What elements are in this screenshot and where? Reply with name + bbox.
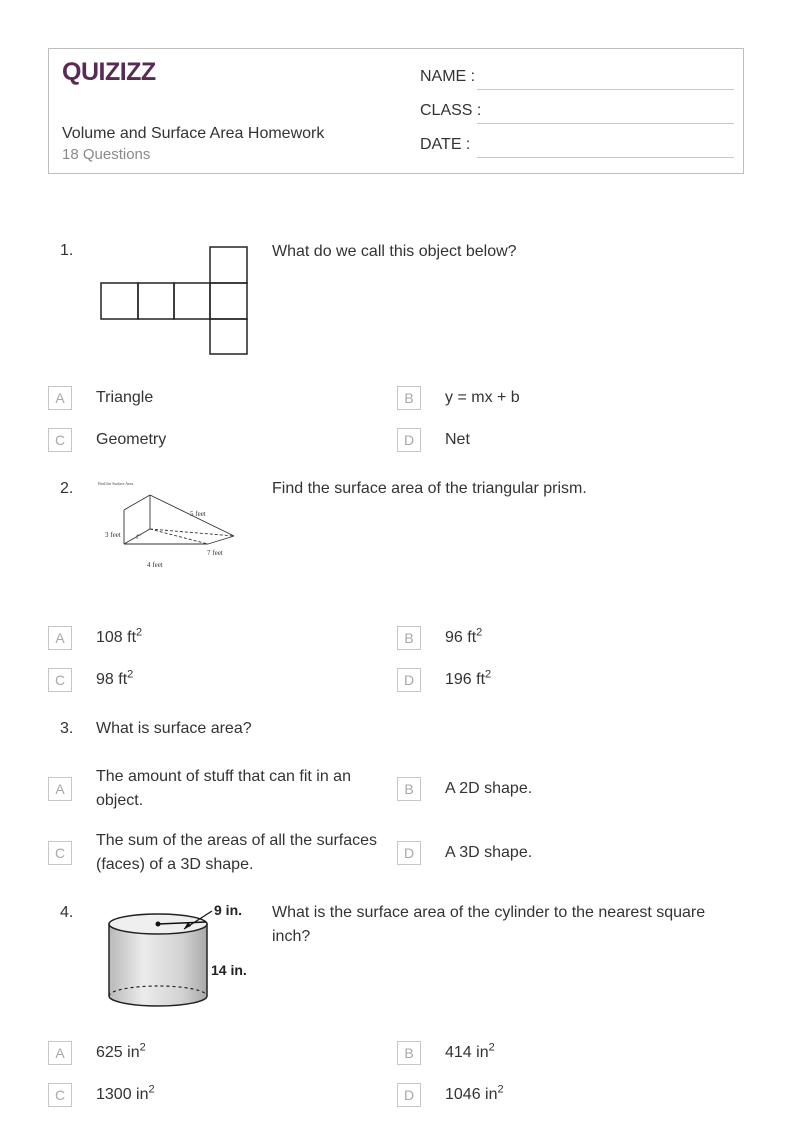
- q4-option-a-box[interactable]: A: [48, 1041, 72, 1065]
- name-label: NAME :: [420, 68, 476, 85]
- question-2-text: Find the surface area of the triangular prism.: [272, 480, 587, 497]
- question-3-text: What is surface area?: [96, 720, 252, 737]
- q4-option-a-text[interactable]: 625 $in^2$: [96, 1041, 146, 1061]
- q2-option-d-text[interactable]: 196 $ft^2$: [445, 668, 492, 688]
- name-line[interactable]: [477, 89, 734, 90]
- question-1-number: 1.: [60, 242, 74, 259]
- date-line[interactable]: [477, 157, 734, 158]
- prism-caption: Find the Surface Area.: [98, 481, 134, 486]
- prism-label-7ft: 7 feet: [207, 549, 223, 557]
- class-field[interactable]: [420, 102, 734, 124]
- q4-option-c-text[interactable]: 1300 $in^2$: [96, 1083, 155, 1103]
- quizizz-logo: QUIZIZZ: [62, 58, 156, 86]
- q2-option-a-text[interactable]: 108 $ft^2$: [96, 626, 143, 646]
- q4-option-c-box[interactable]: C: [48, 1083, 72, 1107]
- q3-option-c-text[interactable]: The sum of the areas of all the surfaces (faces) of a 3D shape.: [96, 832, 378, 873]
- date-label: DATE :: [420, 136, 471, 153]
- question-4-text: What is the surface area of the cylinder to the nearest square inch?: [272, 904, 706, 945]
- question-1-text: What do we call this object below?: [272, 243, 517, 260]
- q1-option-c-box[interactable]: C: [48, 428, 72, 452]
- worksheet-header: [48, 48, 744, 174]
- q3-option-a-text[interactable]: The amount of stuff that can fit in an object.: [96, 768, 351, 809]
- worksheet-title: Volume and Surface Area Homework: [62, 125, 325, 142]
- date-field[interactable]: [420, 136, 734, 158]
- prism-label-4ft: 4 feet: [147, 561, 163, 569]
- q3-option-d-text[interactable]: A 3D shape.: [445, 844, 533, 861]
- q4-option-d-box[interactable]: D: [397, 1083, 421, 1107]
- net-figure: [100, 246, 250, 356]
- q2-option-d-box[interactable]: D: [397, 668, 421, 692]
- question-count: 18 Questions: [62, 146, 151, 163]
- q4-option-b-box[interactable]: B: [397, 1041, 421, 1065]
- q3-option-c-box[interactable]: C: [48, 841, 72, 865]
- cylinder-height-label: 14 in.: [211, 962, 247, 978]
- q1-option-b-box[interactable]: B: [397, 386, 421, 410]
- q4-option-b-text[interactable]: 414 $in^2$: [445, 1041, 495, 1061]
- q1-option-d-text[interactable]: Net: [445, 431, 470, 448]
- triangular-prism-figure: [96, 478, 246, 573]
- cylinder-figure: [100, 898, 260, 1016]
- q1-option-c-text[interactable]: Geometry: [96, 431, 167, 448]
- name-field[interactable]: [420, 68, 734, 90]
- q1-option-d-box[interactable]: D: [397, 428, 421, 452]
- class-label: CLASS :: [420, 102, 482, 119]
- q2-option-c-text[interactable]: 98 $ft^2$: [96, 668, 134, 688]
- q1-option-a-text[interactable]: Triangle: [96, 389, 154, 406]
- q3-option-a-box[interactable]: A: [48, 777, 72, 801]
- q2-option-a-box[interactable]: A: [48, 626, 72, 650]
- question-4-number: 4.: [60, 904, 74, 921]
- q4-option-d-text[interactable]: 1046 $in^2$: [445, 1083, 504, 1103]
- q3-option-b-box[interactable]: B: [397, 777, 421, 801]
- q2-option-b-box[interactable]: B: [397, 626, 421, 650]
- q2-option-b-text[interactable]: 96 $ft^2$: [445, 626, 483, 646]
- q3-option-b-text[interactable]: A 2D shape.: [445, 780, 533, 797]
- prism-label-5ft: 5 feet: [190, 510, 206, 518]
- prism-label-3ft: 3 feet: [105, 531, 121, 539]
- q3-option-d-box[interactable]: D: [397, 841, 421, 865]
- question-2-number: 2.: [60, 480, 74, 497]
- question-3-number: 3.: [60, 720, 74, 737]
- q1-option-a-box[interactable]: A: [48, 386, 72, 410]
- q2-option-c-box[interactable]: C: [48, 668, 72, 692]
- q1-option-b-text[interactable]: y = mx + b: [445, 389, 520, 406]
- cylinder-radius-label: 9 in.: [214, 902, 243, 918]
- class-line[interactable]: [477, 123, 734, 124]
